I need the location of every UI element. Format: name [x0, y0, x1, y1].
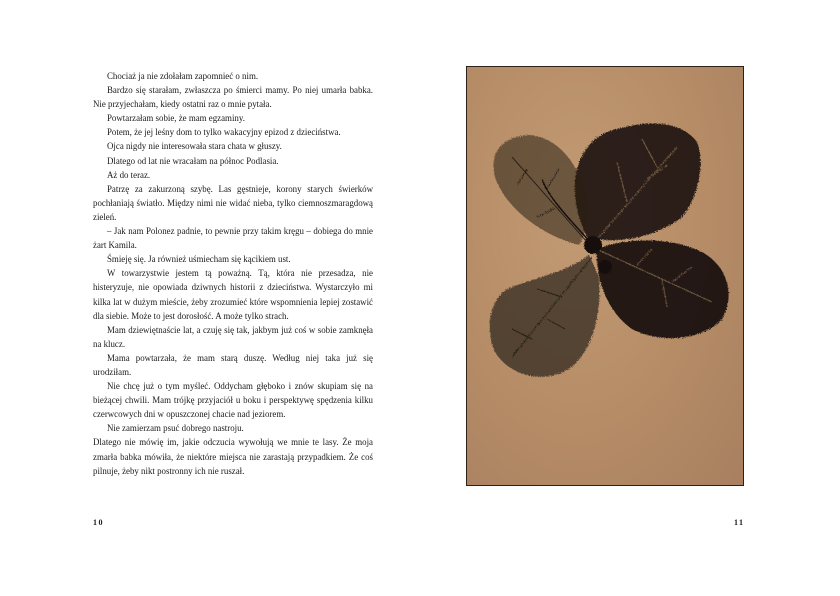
paragraph: Mam dziewiętnaście lat, a czuję się tak, jakbym już coś w sobie zamknęła na klucz. — [93, 324, 373, 349]
paragraph: Bardzo się starałam, zwłaszcza po śmierci mamy. Po niej umarła babka. Nie przyjechałam, kiedy ostatni raz o mnie pytała. — [93, 85, 373, 110]
leaf-cluster — [490, 123, 729, 376]
page-number-left: 10 — [93, 518, 104, 527]
seed-pod — [598, 260, 612, 274]
paragraph: Dlatego od lat nie wracałam na północ Podlasia. — [107, 155, 279, 166]
body-text — [93, 69, 373, 478]
leaf-print-illustration — [466, 66, 744, 486]
leaf-bottom-right — [597, 240, 729, 338]
leaf-top-left — [494, 135, 587, 245]
paragraph: Potem, że jej leśny dom to tylko wakacyjny epizod z dzieciństwa. — [107, 127, 341, 138]
paragraph: Mama powtarzała, że mam starą duszę. Według niej taka już się urodziłam. — [93, 352, 373, 377]
paragraph: W towarzystwie jestem tą poważną. Tą, która nie przesadza, nie histeryzuje, nie opowiada dziwnych historii z dzieciństwa. Wystarczyło mi kilka lat w dużym mieście, żeby zrozumieć które wspomnienia lepiej zostawić dla siebie. Może to jest dorosłość. A może tylko strach. — [93, 268, 373, 321]
paragraph: Śmieję się. Ja również uśmiecham się kącikiem ust. — [107, 254, 291, 265]
paragraph: Chociaż ja nie zdołałam zapomnieć o nim. — [107, 71, 259, 81]
paragraph: Nie chcę już o tym myśleć. Oddycham głęboko i znów skupiam się na bieżącej chwili. Mam trójkę przyjaciół u boku i perspektywę spędzenia kilku czerwcowych dni w opuszczonej chacie nad jeziorem. — [93, 381, 373, 420]
leaf-top-right — [575, 123, 701, 240]
paragraph: Patrzę za zakurzoną szybę. Las gęstnieje, korony starych świerków pochłaniają światło. Między nimi nie widać nieba, tylko ciemnoszmaragdową zieleń. — [93, 183, 373, 222]
paragraph: Dlatego nie mówię im, jakie odczucia wywołują we mnie te lasy. Że moja zmarła babka mówiła, że niektóre miejsca nie zarastają przypadkiem. Że coś pilnuje, żeby nikt postronny ich nie ruszał. — [93, 437, 373, 476]
paragraph: Aż do teraz. — [107, 169, 151, 180]
paragraph: Powtarzałam sobie, że mam egzaminy. — [107, 113, 245, 124]
paragraph: Ojca nigdy nie interesowała stara chata w głuszy. — [107, 141, 282, 152]
paragraph: Nie zamierzam psuć dobrego nastroju. — [107, 423, 244, 434]
leaf-print-image — [467, 67, 744, 486]
paragraph: – Jak nam Polonez padnie, to pewnie przy takim kręgu – dobiega do mnie żart Kamila. — [93, 226, 373, 251]
page-number-right: 11 — [734, 518, 745, 527]
